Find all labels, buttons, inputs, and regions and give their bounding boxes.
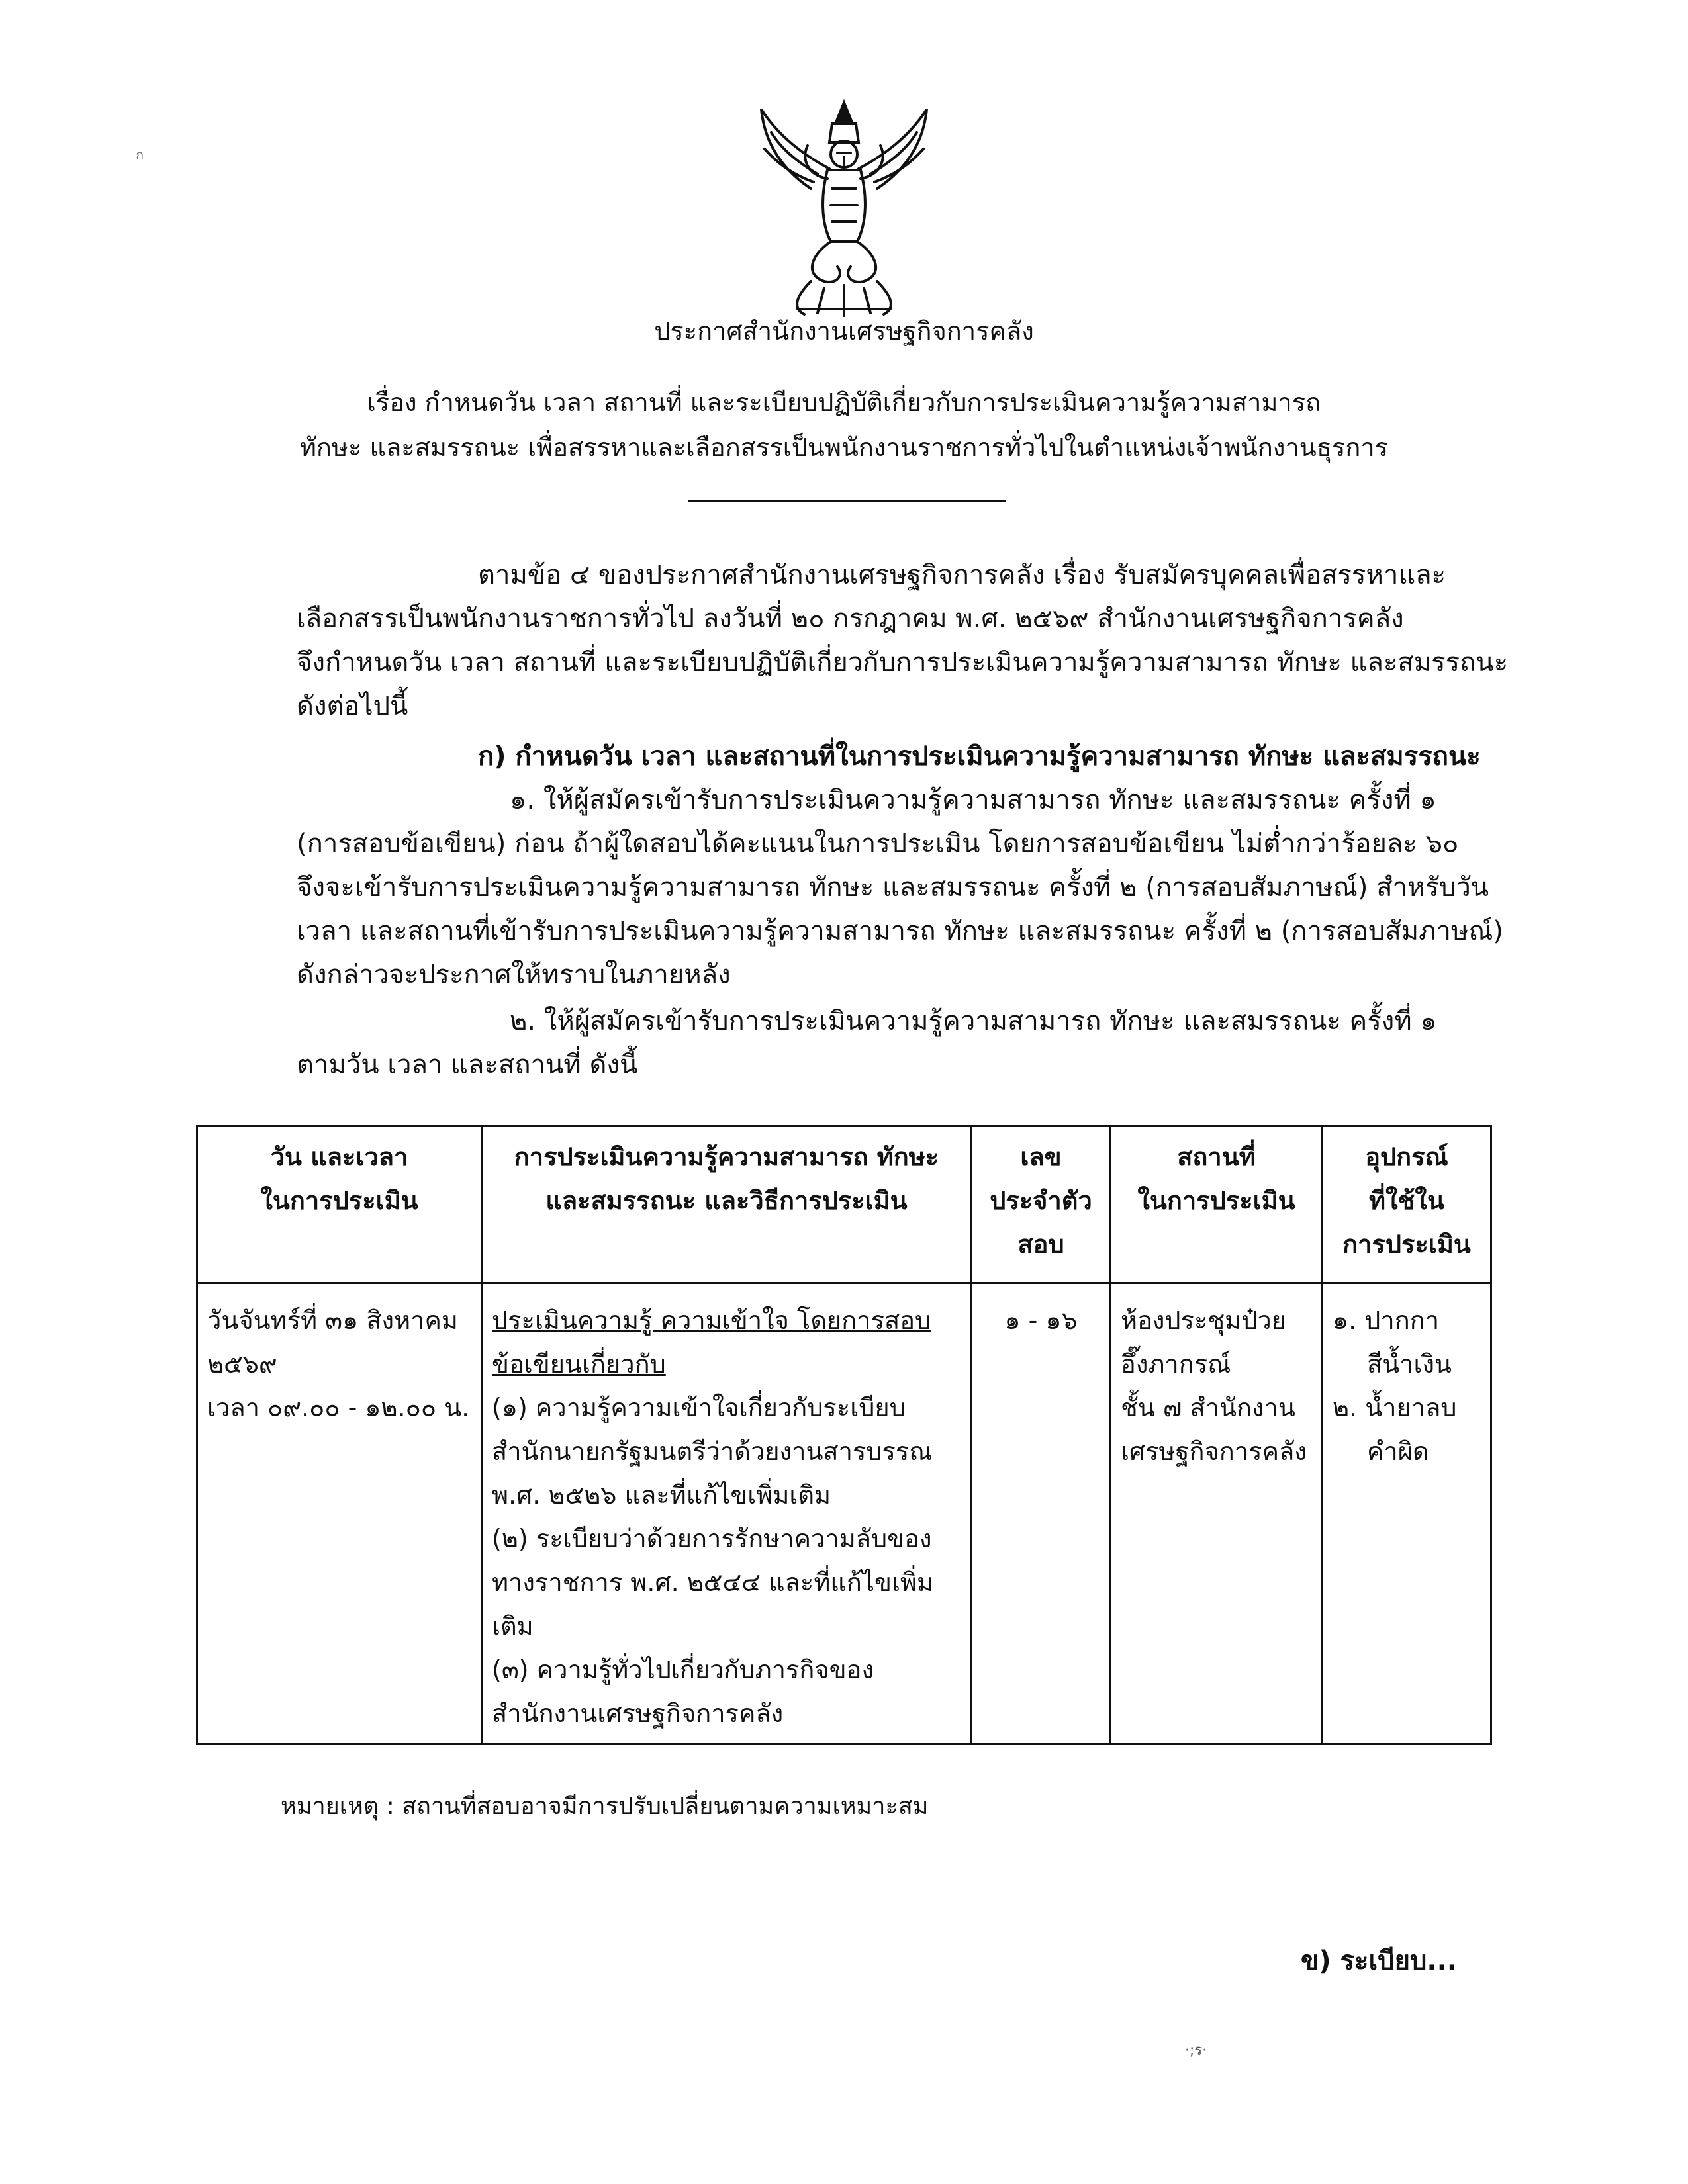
table-row bbox=[197, 1283, 1491, 1745]
header-exam-id: เลข ประจำตัว สอบ bbox=[972, 1126, 1111, 1283]
cell-assessment-method: ประเมินความรู้ ความเข้าใจ โดยการสอบ ข้อเขียนเกี่ยวกับ (๑) ความรู้ความเข้าใจเกี่ยวกับระเบียบ สำนักนายกรัฐมนตรีว่าด้วยงานสารบรรณ พ.ศ. ๒๕๒๖ และที่แก้ไขเพิ่มเติม (๒) ระเบียบว่าด้วยการรักษาความลับของ ทางราชการ พ.ศ. ๒๕๔๔ และที่แก้ไขเพิ่มเติม (๓) ความรู้ทั่วไปเกี่ยวกับภารกิจของ สำนักงานเศรษฐกิจการคลัง bbox=[482, 1283, 972, 1745]
section-a-heading: ก) กำหนดวัน เวลา และสถานที่ในการประเมินความรู้ความสามารถ ทักษะ และสมรรถนะ bbox=[478, 741, 1481, 772]
item-1-line: จึงจะเข้ารับการประเมินความรู้ความสามารถ ทักษะ และสมรรถนะ ครั้งที่ ๒ (การสอบสัมภาษณ์) สำหรับวัน bbox=[297, 872, 1489, 903]
schedule-table bbox=[196, 1125, 1492, 1745]
item-2-line: ตามวัน เวลา และสถานที่ ดังนี้ bbox=[297, 1050, 638, 1080]
item-2-line: ๒. ให้ผู้สมัครเข้ารับการประเมินความรู้ความสามารถ ทักษะ และสมรรถนะ ครั้งที่ ๑ bbox=[510, 1006, 1437, 1036]
item-1-line: (การสอบข้อเขียน) ก่อน ถ้าผู้ใดสอบได้คะแนนในการประเมิน โดยการสอบข้อเขียน ไม่ต่ำกว่าร้อยละ ๖๐ bbox=[297, 829, 1459, 859]
intro-line: ดังต่อไปนี้ bbox=[297, 691, 408, 721]
table-header-row bbox=[197, 1126, 1491, 1283]
header-equipment: อุปกรณ์ ที่ใช้ใน การประเมิน bbox=[1323, 1126, 1491, 1283]
intro-line: จึงกำหนดวัน เวลา สถานที่ และระเบียบปฏิบัติเกี่ยวกับการประเมินความรู้ความสามารถ ทักษะ และสมรรถนะ bbox=[297, 647, 1509, 678]
cell-exam-id: ๑ - ๑๖ bbox=[972, 1283, 1111, 1745]
cell-equipment: ๑. ปากกา สีน้ำเงิน ๒. น้ำยาลบ คำผิด bbox=[1323, 1283, 1491, 1745]
header-datetime: วัน และเวลา ในการประเมิน bbox=[197, 1126, 482, 1283]
cell-location: ห้องประชุมป๋วย อึ๊งภากรณ์ ชั้น ๗ สำนักงาน เศรษฐกิจการคลัง bbox=[1111, 1283, 1323, 1745]
cell-datetime: วันจันทร์ที่ ๓๑ สิงหาคม ๒๕๖๙ เวลา ๐๙.๐๐ - ๑๒.๐๐ น. bbox=[197, 1283, 482, 1745]
item-1-line: ดังกล่าวจะประกาศให้ทราบในภายหลัง bbox=[297, 960, 731, 990]
footnote: หมายเหตุ : สถานที่สอบอาจมีการปรับเปลี่ยนตามความเหมาะสม bbox=[281, 1793, 929, 1820]
item-1-line: ๑. ให้ผู้สมัครเข้ารับการประเมินความรู้ความสามารถ ทักษะ และสมรรถนะ ครั้งที่ ๑ bbox=[510, 785, 1436, 815]
intro-line: ตามข้อ ๔ ของประกาศสำนักงานเศรษฐกิจการคลัง เรื่อง รับสมัครบุคคลเพื่อสรรหาและ bbox=[478, 560, 1446, 590]
announcement-title: ประกาศสำนักงานเศรษฐกิจการคลัง bbox=[654, 316, 1034, 345]
subject-line-2: ทักษะ และสมรรถนะ เพื่อสรรหาและเลือกสรรเป็นพนักงานราชการทั่วไปในตำแหน่งเจ้าพนักงานธุรการ bbox=[299, 433, 1389, 462]
margin-mark: ก bbox=[136, 147, 144, 163]
title-divider bbox=[688, 500, 1006, 502]
header-location: สถานที่ ในการประเมิน bbox=[1111, 1126, 1323, 1283]
item-1-line: เวลา และสถานที่เข้ารับการประเมินความรู้ความสามารถ ทักษะ และสมรรถนะ ครั้งที่ ๒ (การสอบสัมภาษณ์) bbox=[297, 916, 1504, 946]
garuda-emblem-icon bbox=[745, 96, 943, 321]
intro-line: เลือกสรรเป็นพนักงานราชการทั่วไป ลงวันที่ ๒๐ กรกฎาคม พ.ศ. ๒๕๖๙ สำนักงานเศรษฐกิจการคลัง bbox=[297, 604, 1404, 634]
scan-mark: ·;ร· bbox=[1185, 2042, 1207, 2059]
subject-line-1: เรื่อง กำหนดวัน เวลา สถานที่ และระเบียบปฏิบัติเกี่ยวกับการประเมินความรู้ความสามารถ bbox=[367, 388, 1321, 417]
header-assessment-method: การประเมินความรู้ความสามารถ ทักษะ และสมรรถนะ และวิธีการประเมิน bbox=[482, 1126, 972, 1283]
continued-next-page: ข) ระเบียบ... bbox=[1301, 1946, 1457, 1976]
